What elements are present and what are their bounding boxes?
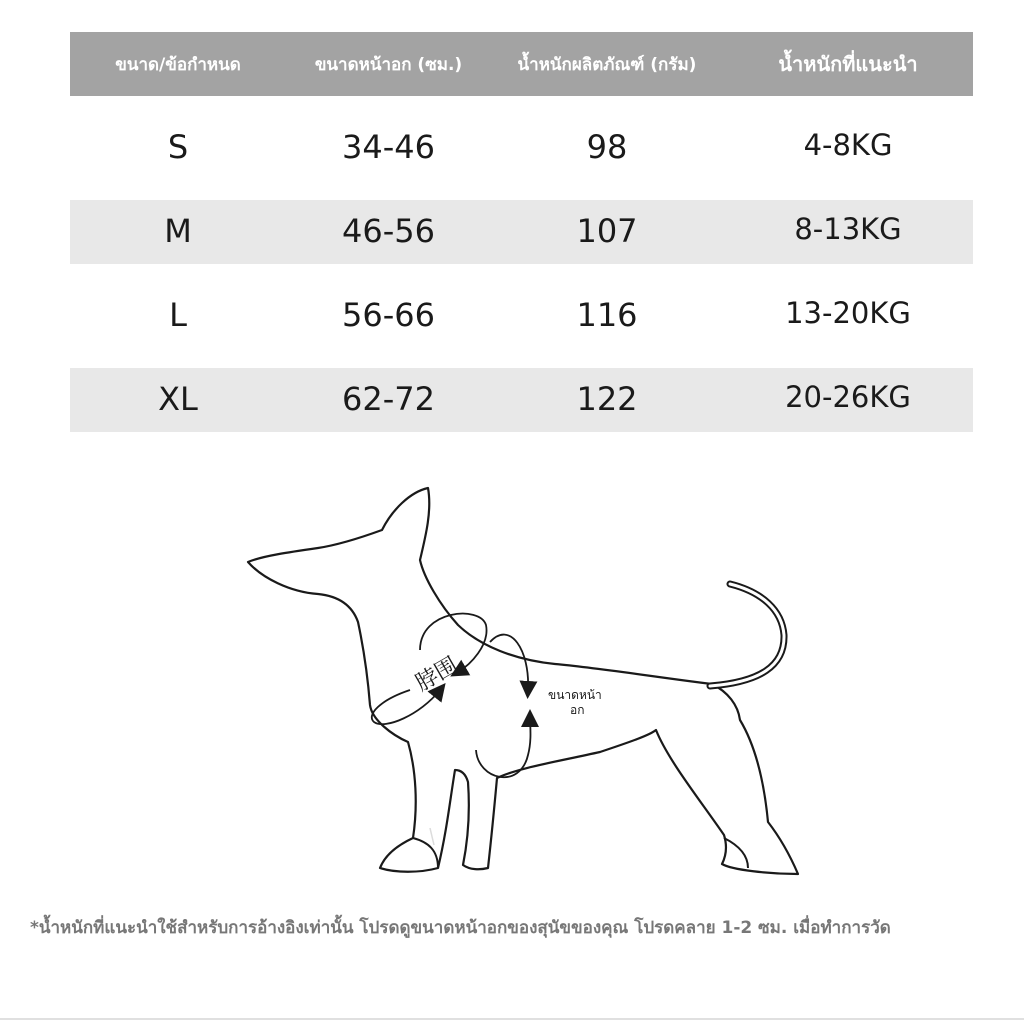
chest-cell: 62-72 xyxy=(342,380,435,418)
dog-outline xyxy=(248,488,798,874)
neck-label: 脖围 xyxy=(411,652,463,697)
recommended-weight-cell: 20-26KG xyxy=(785,380,911,414)
neck-measure-arrow-back xyxy=(372,690,440,724)
chest-cell: 34-46 xyxy=(342,128,435,166)
size-cell: XL xyxy=(158,380,198,418)
bottom-divider xyxy=(0,1018,1024,1020)
header-recommended-weight: น้ำหนักที่แนะนำ xyxy=(778,52,918,76)
footnote-text: *น้ำหนักที่แนะนำใช้สำหรับการอ้างอิงเท่านั้น โปรดดูขนาดหน้าอกของสุนัขของคุณ โปรดคลาย 1-2 ซม. เมื่อทำการวัด xyxy=(30,918,891,938)
recommended-weight-cell: 4-8KG xyxy=(803,128,893,162)
chest-cell: 46-56 xyxy=(342,212,435,250)
header-size-spec: ขนาด/ข้อกำหนด xyxy=(115,54,241,75)
weight-cell: 107 xyxy=(576,212,638,250)
header-product-weight: น้ำหนักผลิตภัณฑ์ (กรัม) xyxy=(517,54,697,75)
recommended-weight-cell: 13-20KG xyxy=(785,296,911,330)
size-cell: S xyxy=(167,128,189,166)
chest-measure-arrow xyxy=(490,635,528,690)
chest-cell: 56-66 xyxy=(342,296,435,334)
weight-cell: 98 xyxy=(586,128,628,166)
dog-tail xyxy=(710,584,784,686)
size-cell: M xyxy=(164,212,192,250)
chest-label-line1: ขนาดหน้า xyxy=(548,688,602,702)
recommended-weight-cell: 8-13KG xyxy=(794,212,902,246)
header-chest-size: ขนาดหน้าอก (ซม.) xyxy=(314,54,463,75)
weight-cell: 116 xyxy=(576,296,638,334)
chest-label-line2: อก xyxy=(570,703,585,717)
size-cell: L xyxy=(169,296,187,334)
weight-cell: 122 xyxy=(576,380,638,418)
chest-measure-arrow-back xyxy=(476,718,531,777)
